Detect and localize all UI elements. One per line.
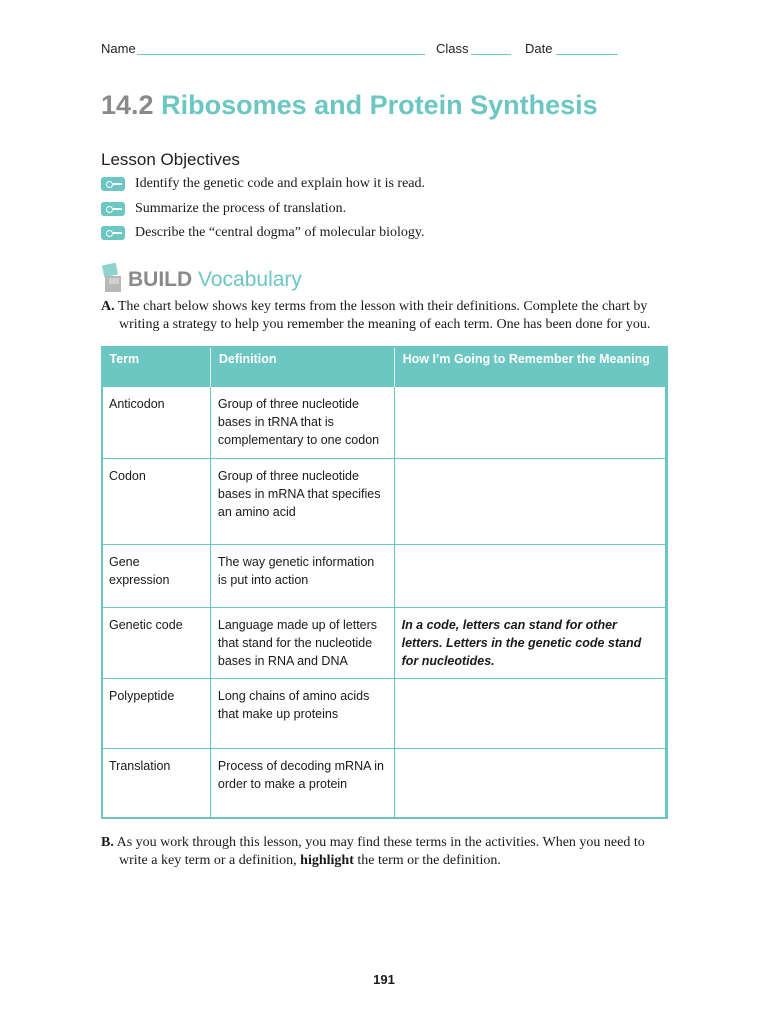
strategy-cell[interactable]: [394, 749, 665, 819]
key-icon: [101, 202, 125, 216]
strategy-cell-example: In a code, letters can stand for other letters. Letters in the genetic code stand for nucleotides.: [394, 608, 665, 679]
table-header-row: [102, 346, 666, 387]
definition-cell: Language made up of letters that stand for the nucleotide bases in RNA and DNA: [210, 608, 394, 679]
section-title: Ribosomes and Protein Synthesis: [161, 90, 598, 120]
part-b-instructions: B. As you work through this lesson, you may find these terms in the activities. When you need to write a key term or a definition, highlight the term or the definition.: [101, 835, 645, 868]
name-label: Name: [101, 41, 136, 56]
name-field[interactable]: [137, 54, 425, 55]
term-cell: Gene expression: [102, 545, 211, 608]
key-icon: [101, 226, 125, 240]
strategy-cell[interactable]: [394, 387, 665, 459]
definition-cell: Long chains of amino acids that make up proteins: [210, 679, 394, 749]
blocks-icon: [101, 262, 127, 294]
part-a-instructions: A. The chart below shows key terms from the lesson with their definitions. Complete the chart by writing a strategy to help you remember the meaning of each term. One has been done for you.: [101, 299, 651, 332]
strategy-cell[interactable]: [394, 679, 665, 749]
strategy-cell[interactable]: [394, 545, 665, 608]
table-row: [102, 387, 666, 459]
section-number: 14.2: [101, 90, 154, 120]
part-b-label: B.: [101, 835, 114, 850]
page-title: [101, 90, 598, 121]
objective-item: Identify the genetic code and explain how it is read.: [101, 176, 425, 192]
strategy-cell[interactable]: [394, 459, 665, 545]
objective-item: Describe the “central dogma” of molecular biology.: [101, 225, 424, 241]
term-cell: Translation: [102, 749, 211, 819]
build-word: BUILD: [128, 268, 193, 291]
date-field[interactable]: [556, 54, 618, 55]
page-number: 191: [373, 972, 395, 987]
table-row: [102, 459, 666, 545]
term-cell: Anticodon: [102, 387, 211, 459]
definition-cell: Process of decoding mRNA in order to make a protein: [210, 749, 394, 819]
class-field[interactable]: [471, 54, 511, 55]
part-a-label: A.: [101, 299, 115, 314]
date-label: Date: [525, 41, 553, 56]
term-cell: Polypeptide: [102, 679, 211, 749]
table-row: [102, 679, 666, 749]
objective-item: Summarize the process of translation.: [101, 201, 346, 217]
class-label: Class: [436, 41, 469, 56]
table-row: [102, 749, 666, 819]
vocabulary-table: [101, 346, 666, 819]
definition-cell: Group of three nucleotide bases in mRNA that specifies an amino acid: [210, 459, 394, 545]
term-cell: Codon: [102, 459, 211, 545]
term-cell: Genetic code: [102, 608, 211, 679]
column-header-definition: Definition: [210, 346, 394, 387]
vocabulary-word: Vocabulary: [198, 268, 302, 291]
highlight-word: highlight: [300, 853, 354, 868]
table-row: [102, 545, 666, 608]
column-header-strategy: How I’m Going to Remember the Meaning: [394, 346, 665, 387]
key-icon: [101, 177, 125, 191]
lesson-objectives-heading: Lesson Objectives: [101, 150, 240, 169]
table-row: [102, 608, 666, 679]
definition-cell: The way genetic information is put into action: [210, 545, 394, 608]
column-header-term: Term: [102, 346, 211, 387]
definition-cell: Group of three nucleotide bases in tRNA that is complementary to one codon: [210, 387, 394, 459]
